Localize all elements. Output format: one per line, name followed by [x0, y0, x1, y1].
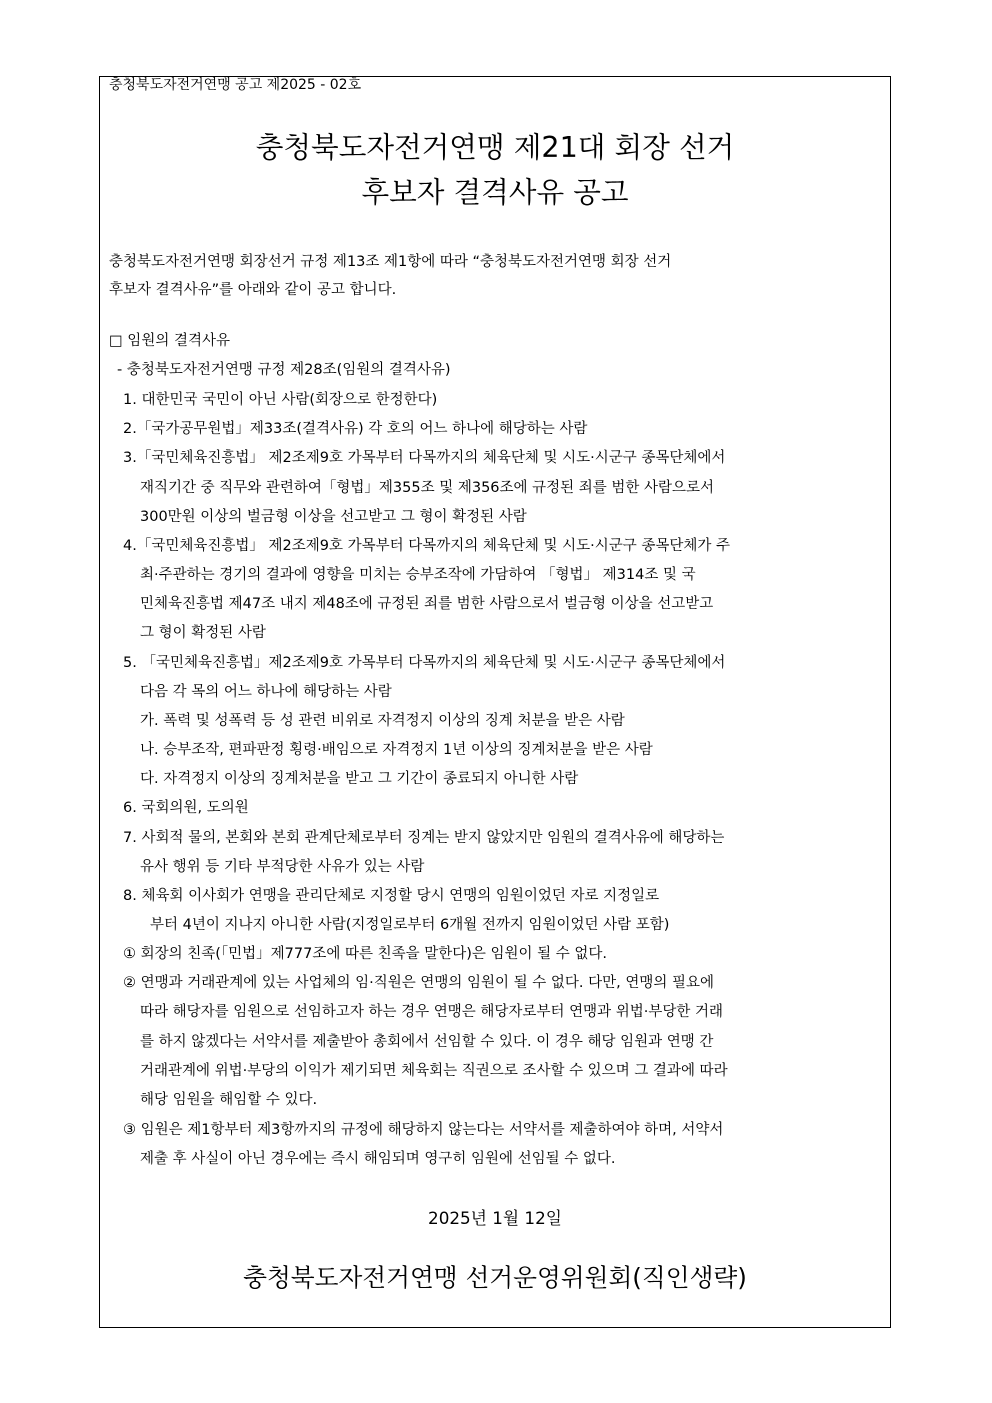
clause-2-line-2: 따라 해당자를 임원으로 선임하고자 하는 경우 연맹은 해당자로부터 연맹과 위법·부당한 거래 [140, 1004, 723, 1020]
item-1: 1. 대한민국 국민이 아닌 사람(회장으로 한정한다) [123, 392, 438, 408]
intro-line-2: 후보자 결격사유”를 아래와 같이 공고 합니다. [109, 282, 397, 298]
item-3-line-2: 재직기간 중 직무와 관련하여「형법」제355조 및 제356조에 규정된 죄를 범한 사람으로서 [140, 480, 715, 496]
notice-date: 2025년 1월 12일 [428, 1208, 562, 1228]
item-5-line-2: 다음 각 목의 어느 하나에 해당하는 사람 [140, 684, 392, 700]
title-line-1: 충청북도자전거연맹 제21대 회장 선거 [255, 130, 735, 164]
item-6: 6. 국회의원, 도의원 [123, 800, 249, 816]
item-2: 2.「국가공무원법」제33조(결격사유) 각 호의 어느 하나에 해당하는 사람 [123, 421, 588, 437]
item-4-line-4: 그 형이 확정된 사람 [140, 625, 266, 641]
item-8-line-2: 부터 4년이 지나지 아니한 사람(지정일로부터 6개월 전까지 임원이었던 사람 포함) [150, 917, 670, 933]
item-5-sub-ga: 가. 폭력 및 성폭력 등 성 관련 비위로 자격정지 이상의 징계 처분을 받은 사람 [140, 713, 625, 729]
clause-3-line-2: 제출 후 사실이 아닌 경우에는 즉시 해임되며 영구히 임원에 선임될 수 없다. [140, 1151, 616, 1167]
clause-1: ① 회장의 친족(「민법」제777조에 따른 친족을 말한다)은 임원이 될 수 없다. [123, 946, 608, 962]
intro-line-1: 충청북도자전거연맹 회장선거 규정 제13조 제1항에 따라 “충청북도자전거연맹 회장 선거 [109, 254, 672, 270]
notice-number: 충청북도자전거연맹 공고 제2025 - 02호 [109, 77, 362, 93]
item-7-line-1: 7. 사회적 물의, 본회와 본회 관계단체로부터 징계는 받지 않았지만 임원의 결격사유에 해당하는 [123, 830, 725, 846]
section-subheading: - 충청북도자전거연맹 규정 제28조(임원의 결격사유) [117, 362, 451, 378]
clause-2-line-1: ② 연맹과 거래관계에 있는 사업체의 임·직원은 연맹의 임원이 될 수 없다. 다만, 연맹의 필요에 [123, 975, 714, 991]
title-line-2: 후보자 결격사유 공고 [361, 175, 629, 209]
item-3-line-1: 3.「국민체육진흥법」 제2조제9호 가목부터 다목까지의 체육단체 및 시도·시군구 종목단체에서 [123, 450, 726, 466]
item-5-sub-na: 나. 승부조작, 편파판정 횡령·배임으로 자격정지 1년 이상의 징계처분을 받은 사람 [140, 742, 653, 758]
item-7-line-2: 유사 행위 등 기타 부적당한 사유가 있는 사람 [140, 859, 425, 875]
item-4-line-1: 4.「국민체육진흥법」 제2조제9호 가목부터 다목까지의 체육단체 및 시도·시군구 종목단체가 주 [123, 538, 731, 554]
section-heading: □ 임원의 결격사유 [109, 333, 230, 349]
item-4-line-3: 민체육진흥법 제47조 내지 제48조에 규정된 죄를 범한 사람으로서 벌금형 이상을 선고받고 [140, 596, 714, 612]
item-8-line-1: 8. 체육회 이사회가 연맹을 관리단체로 지정할 당시 연맹의 임원이었던 자로 지정일로 [123, 888, 660, 904]
clause-2-line-4: 거래관계에 위법·부당의 이익가 제기되면 체육회는 직권으로 조사할 수 있으며 그 결과에 따라 [140, 1063, 728, 1079]
clause-2-line-3: 를 하지 않겠다는 서약서를 제출받아 총회에서 선임할 수 있다. 이 경우 해당 임원과 연맹 간 [140, 1034, 714, 1050]
item-3-line-3: 300만원 이상의 벌금형 이상을 선고받고 그 형이 확정된 사람 [140, 509, 527, 525]
item-5-sub-da: 다. 자격정지 이상의 징계처분을 받고 그 기간이 종료되지 아니한 사람 [140, 771, 579, 787]
issuer-signature: 충청북도자전거연맹 선거운영위원회(직인생략) [243, 1263, 747, 1292]
item-5-line-1: 5. 「국민체육진흥법」제2조제9호 가목부터 다목까지의 체육단체 및 시도·시군구 종목단체에서 [123, 655, 726, 671]
clause-3-line-1: ③ 임원은 제1항부터 제3항까지의 규정에 해당하지 않는다는 서약서를 제출하여야 하며, 서약서 [123, 1122, 724, 1138]
item-4-line-2: 최·주관하는 경기의 결과에 영향을 미치는 승부조작에 가담하여 「형법」 제314조 및 국 [140, 567, 696, 583]
clause-2-line-5: 해당 임원을 해임할 수 있다. [140, 1092, 318, 1108]
